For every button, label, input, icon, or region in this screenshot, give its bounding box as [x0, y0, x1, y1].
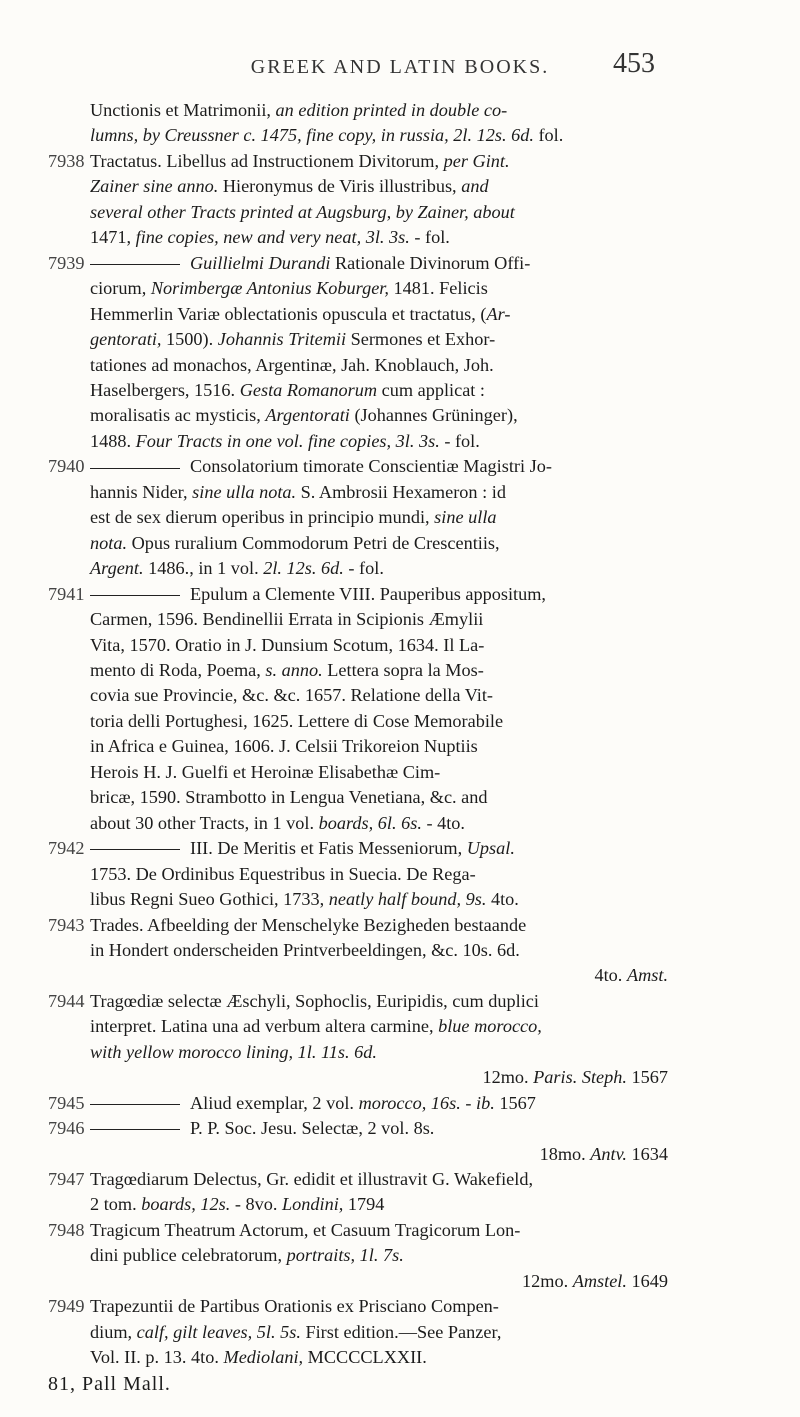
catalogue-entry — [48, 1167, 668, 1218]
text-run: cum applicat : — [377, 379, 486, 400]
italic-text: Paris. Steph. — [533, 1067, 627, 1088]
text-run: III. De Meritis et Fatis Messeniorum, — [190, 838, 467, 859]
text-run: 2 tom. — [90, 1194, 142, 1215]
italic-text: Londini, — [282, 1194, 344, 1215]
text-run: Unctionis et Matrimonii, — [90, 100, 276, 120]
text-run: 4to. — [594, 965, 627, 986]
text-run: MCCCCLXXII. — [303, 1347, 427, 1368]
italic-text: Amst. — [626, 965, 668, 986]
text-run: 12mo. — [482, 1067, 534, 1088]
ditto-rule — [90, 1129, 180, 1130]
catalogue-entry — [48, 454, 668, 581]
italic-text: Amstel. — [572, 1270, 627, 1291]
text-run: in Africa e Guinea, 1606. J. Celsii Trikoreion Nuptiis — [90, 736, 478, 757]
catalogue-entry — [48, 836, 668, 912]
text-run: - fol. — [343, 558, 384, 579]
italic-text: Ar- — [486, 303, 511, 324]
entry-line — [90, 302, 668, 327]
ditto-rule — [90, 595, 180, 596]
ditto-rule — [90, 468, 180, 469]
italic-text: Guillielmi Durandi — [190, 252, 331, 273]
italic-text: ib. — [476, 1092, 495, 1113]
entry-line — [90, 658, 668, 683]
entry-line — [90, 174, 668, 199]
catalogue-entry — [48, 149, 668, 251]
catalogue-entries — [48, 98, 668, 1371]
entry-line — [90, 1116, 668, 1141]
text-run: dium, — [90, 1321, 137, 1342]
entry-line — [90, 1091, 668, 1116]
entry-line — [90, 785, 668, 810]
text-run: 1488. — [90, 430, 136, 451]
entry-line — [90, 123, 668, 148]
entry-line — [90, 480, 668, 505]
imprint-address: 81, Pall Mall. — [48, 1373, 171, 1395]
italic-text: an edition printed in double co- — [275, 100, 508, 120]
page-header — [0, 48, 800, 88]
running-title: GREEK AND LATIN BOOKS. — [250, 56, 550, 78]
italic-text: portraits, 1l. 7s. — [286, 1245, 404, 1266]
catalogue-entry — [48, 251, 668, 455]
text-run: 12mo. — [522, 1270, 573, 1291]
entry-line — [90, 327, 668, 352]
text-run: Carmen, 1596. Bendinellii Errata in Scipionis Æmylii — [90, 609, 484, 630]
text-run: Herois H. J. Guelfi et Heroinæ Elisabethæ Cim- — [90, 761, 441, 782]
italic-text: sine ulla — [434, 507, 497, 528]
entry-line — [90, 149, 668, 174]
italic-text: sine ulla nota. — [192, 481, 297, 502]
text-run: libus Regni Sueo Gothici, 1733, — [90, 889, 329, 910]
entry-line — [90, 1243, 668, 1268]
entry-line — [90, 1294, 668, 1319]
text-run: mento di Roda, Poema, — [90, 659, 266, 680]
entry-line — [90, 1192, 668, 1217]
italic-text: and — [461, 176, 489, 197]
entry-line — [90, 200, 668, 225]
italic-text: morocco, 16s. — [358, 1092, 461, 1113]
entry-line — [90, 556, 668, 581]
catalogue-entry — [48, 989, 668, 1091]
entry-line — [90, 1345, 668, 1370]
entry-line — [90, 531, 668, 556]
italic-text: fine copies, new and very neat, 3l. 3s. — [135, 227, 410, 248]
lot-number: 7945 — [48, 1092, 85, 1113]
entry-line — [90, 1269, 668, 1294]
entry-line — [90, 276, 668, 301]
text-run: Trapezuntii de Partibus Orationis ex Prisciano Compen- — [90, 1296, 499, 1317]
text-run: Epulum a Clemente VIII. Pauperibus appositum, — [190, 583, 546, 604]
text-run: P. P. Soc. Jesu. Selectæ, 2 vol. 8s. — [190, 1118, 435, 1139]
entry-line — [90, 454, 668, 479]
text-run: interpret. Latina una ad verbum altera carmine, — [90, 1016, 439, 1037]
catalogue-entry — [48, 1116, 668, 1167]
catalogue-entry — [48, 1294, 668, 1370]
italic-text: boards, 6l. 6s. — [318, 812, 422, 833]
italic-text: calf, gilt leaves, 5l. 5s. — [136, 1321, 301, 1342]
italic-text: Upsal. — [466, 838, 515, 859]
entry-line — [90, 734, 668, 759]
text-run: 1500). — [161, 329, 218, 350]
italic-text: Argentorati — [265, 405, 350, 426]
italic-text: Gesta Romanorum — [239, 379, 378, 400]
entry-line — [90, 836, 668, 861]
entry-line — [90, 378, 668, 403]
italic-text: Johannis Tritemii — [217, 329, 347, 350]
entry-line — [90, 989, 668, 1014]
text-run: hannis Nider, — [90, 481, 193, 502]
text-run: S. Ambrosii Hexameron : id — [296, 481, 506, 502]
text-run: Sermones et Exhor- — [346, 329, 496, 350]
entry-line — [90, 505, 668, 530]
lot-number: 7942 — [48, 838, 85, 859]
entry-line — [90, 862, 668, 887]
entry-line — [90, 760, 668, 785]
text-run: (Johannes Grüninger), — [349, 405, 518, 426]
lot-number: 7943 — [48, 914, 85, 935]
entry-line — [90, 887, 668, 912]
text-run: Vol. II. p. 13. 4to. — [90, 1347, 224, 1368]
text-run: fol. — [533, 125, 564, 146]
text-run: - 4to. — [421, 812, 465, 833]
text-run: 1634 — [626, 1143, 668, 1164]
text-run: Hieronymus de Viris illustribus, — [218, 176, 462, 197]
entry-line — [90, 607, 668, 632]
italic-text: blue morocco, — [438, 1016, 542, 1037]
italic-text: Four Tracts in one vol. fine copies, 3l. 3s. — [135, 430, 440, 451]
text-run: dini publice celebratorum, — [90, 1245, 287, 1266]
ditto-rule — [90, 849, 180, 850]
lot-number: 7947 — [48, 1169, 85, 1190]
lot-number: 7941 — [48, 583, 85, 604]
text-run: 18mo. — [539, 1143, 591, 1164]
entry-line — [90, 709, 668, 734]
text-run: in Hondert onderscheiden Printverbeeldingen, &c. 10s. 6d. — [90, 939, 520, 960]
italic-text: s. anno. — [265, 659, 323, 680]
lot-number: 7938 — [48, 150, 85, 171]
lot-number: 7940 — [48, 456, 85, 477]
ditto-rule — [90, 1104, 180, 1105]
entry-line — [90, 913, 668, 938]
text-run: ciorum, — [90, 278, 151, 299]
entry-line — [90, 1014, 668, 1039]
text-run: 1649 — [626, 1270, 668, 1291]
text-run: - — [460, 1092, 476, 1113]
italic-text: lumns, by Creussner c. 1475, fine copy, in russia, 2l. 12s. 6d. — [90, 125, 534, 146]
entry-line — [90, 1065, 668, 1090]
text-run: about 30 other Tracts, in 1 vol. — [90, 812, 319, 833]
page-number: 453 — [613, 48, 655, 79]
text-run: 1753. De Ordinibus Equestribus in Suecia. De Rega- — [90, 863, 476, 884]
text-run: - 8vo. — [230, 1194, 282, 1215]
text-run: Rationale Divinorum Offi- — [330, 252, 531, 273]
text-run: Hemmerlin Variæ oblectationis opuscula et tractatus, ( — [90, 303, 487, 324]
entry-line — [90, 963, 668, 988]
text-run: - fol. — [439, 430, 480, 451]
text-run: Lettera sopra la Mos- — [322, 659, 484, 680]
text-run: 1471, — [90, 227, 136, 248]
italic-text: Argent. — [90, 558, 144, 579]
text-run: toria delli Portughesi, 1625. Lettere di Cose Memorabile — [90, 710, 504, 731]
lot-number: 7946 — [48, 1118, 85, 1139]
text-run: bricæ, 1590. Strambotto in Lengua Venetiana, &c. and — [90, 787, 488, 808]
text-run: 1567 — [626, 1067, 668, 1088]
catalogue-entry — [48, 1091, 668, 1116]
entry-line — [90, 1167, 668, 1192]
text-run: 1567 — [494, 1092, 536, 1113]
entry-line — [90, 403, 668, 428]
text-run: 1486., in 1 vol. — [143, 558, 264, 579]
text-run: Haselbergers, 1516. — [90, 379, 240, 400]
entry-line — [90, 353, 668, 378]
italic-text: neatly half bound, 9s. — [328, 889, 487, 910]
catalogue-entry — [48, 582, 668, 837]
lot-number: 7949 — [48, 1296, 85, 1317]
text-run: Vita, 1570. Oratio in J. Dunsium Scotum, 1634. Il La- — [90, 634, 485, 655]
entry-line — [90, 582, 668, 607]
lot-number: 7939 — [48, 252, 85, 273]
italic-text: 2l. 12s. 6d. — [263, 558, 344, 579]
text-run: Tragœdiarum Delectus, Gr. edidit et illustravit G. Wakefield, — [90, 1169, 534, 1190]
entry-line — [90, 251, 668, 276]
italic-text: per Gint. — [443, 150, 510, 171]
catalogue-entry — [48, 1218, 668, 1294]
catalogue-entry — [48, 98, 668, 149]
text-run: Tragicum Theatrum Actorum, et Casuum Tragicorum Lon- — [90, 1219, 521, 1240]
text-run: covia sue Provincie, &c. &c. 1657. Relatione della Vit- — [90, 685, 494, 706]
entry-line — [90, 811, 668, 836]
italic-text: Zainer sine anno. — [90, 176, 219, 197]
lot-number: 7948 — [48, 1219, 85, 1240]
text-run: 1794 — [343, 1194, 385, 1215]
text-run: Opus ruralium Commodorum Petri de Crescentiis, — [127, 532, 500, 553]
italic-text: Mediolani, — [223, 1347, 304, 1368]
entry-line — [90, 1142, 668, 1167]
text-run: tationes ad monachos, Argentinæ, Jah. Knoblauch, Joh. — [90, 354, 494, 375]
entry-line — [90, 683, 668, 708]
text-run: est de sex dierum operibus in principio mundi, — [90, 507, 435, 528]
entry-line — [90, 938, 668, 963]
text-run: First edition.—See Panzer, — [300, 1321, 502, 1342]
entry-line — [90, 98, 668, 123]
text-run: moralisatis ac mysticis, — [90, 405, 266, 426]
text-run: Trades. Afbeelding der Menschelyke Bezigheden bestaande — [90, 914, 527, 935]
italic-text: Norimbergæ Antonius Koburger, — [150, 278, 389, 299]
entry-line — [90, 225, 668, 250]
italic-text: boards, 12s. — [141, 1194, 231, 1215]
text-run: - fol. — [409, 227, 450, 248]
catalogue-entry — [48, 913, 668, 989]
text-run: Aliud exemplar, 2 vol. — [190, 1092, 359, 1113]
text-run: 1481. Felicis — [388, 278, 488, 299]
text-run: Tragœdiæ selectæ Æschyli, Sophoclis, Euripidis, cum duplici — [90, 990, 539, 1011]
italic-text: nota. — [90, 532, 128, 553]
ditto-rule — [90, 264, 180, 265]
lot-number: 7944 — [48, 990, 85, 1011]
text-run: 4to. — [486, 889, 519, 910]
text-run: Consolatorium timorate Conscientiæ Magistri Jo- — [190, 456, 552, 477]
italic-text: Antv. — [590, 1143, 627, 1164]
entry-line — [90, 1040, 668, 1065]
entry-line — [90, 429, 668, 454]
italic-text: with yellow morocco lining, 1l. 11s. 6d. — [90, 1041, 377, 1062]
text-run: Tractatus. Libellus ad Instructionem Divitorum, — [90, 150, 444, 171]
entry-line — [90, 1320, 668, 1345]
italic-text: several other Tracts printed at Augsburg, by Zainer, about — [90, 201, 515, 222]
entry-line — [90, 633, 668, 658]
entry-line — [90, 1218, 668, 1243]
italic-text: gentorati, — [90, 329, 162, 350]
